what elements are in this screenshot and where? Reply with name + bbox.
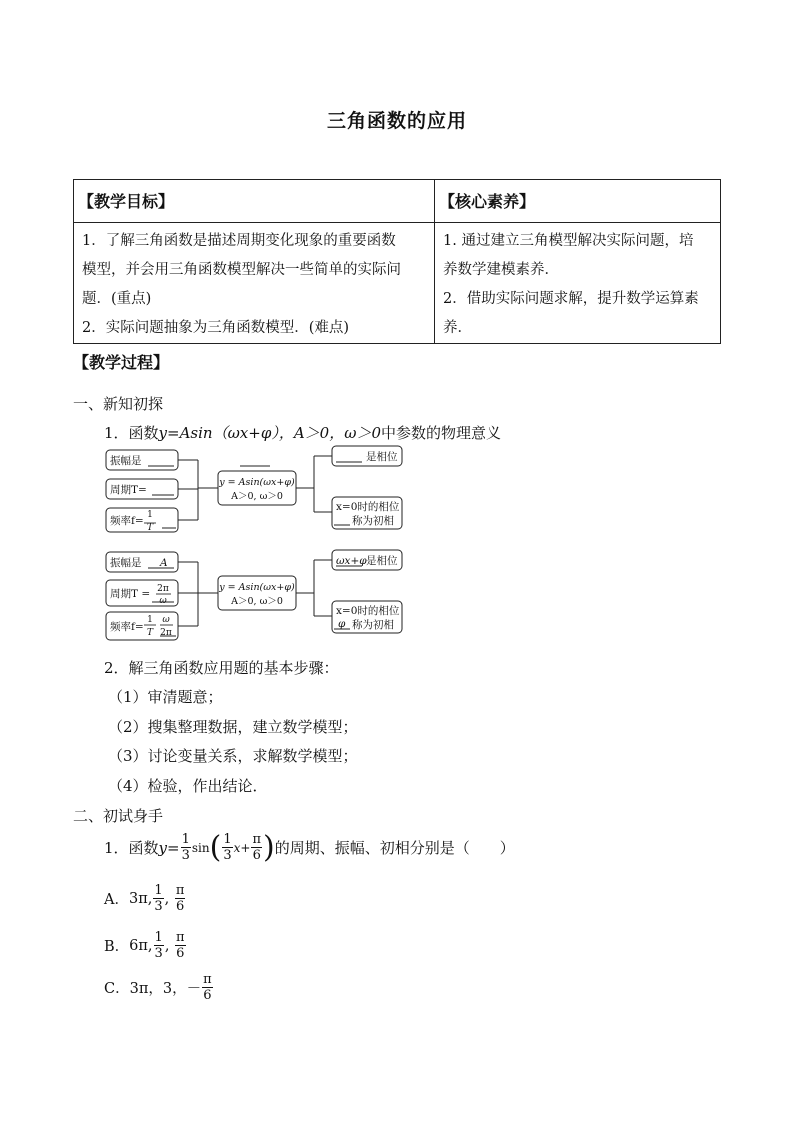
- svg-text:T: T: [146, 628, 154, 638]
- amplitude-answer: A: [160, 557, 168, 569]
- goal-line: 模型，并会用三角函数模型解决一些简单的实际问: [82, 262, 401, 278]
- teaching-goals-cell: [74, 223, 435, 344]
- question-1: 1．函数y=Asin（ωx+φ），A＞0，ω＞0中参数的物理意义: [104, 424, 502, 442]
- svg-text:x=0时的相位: x=0时的相位: [336, 605, 400, 617]
- step-2: （2）搜集整理数据，建立数学模型；: [108, 718, 358, 736]
- parameter-diagram-filled: [100, 546, 410, 642]
- core-literacy-cell: [435, 223, 721, 344]
- svg-text:1: 1: [147, 615, 153, 625]
- goal-line: 1．了解三角函数是描述周期变化现象的重要函数: [82, 233, 396, 249]
- function-label: y = Asin(ωx+φ): [219, 477, 295, 488]
- teaching-goals-header: 【教学目标】: [74, 180, 435, 223]
- exercise-1: 1．函数 y= $\frac{1}{3}$ sin ( $\frac{1}{3}$ x+ $\frac{\pi}{6}$ ) 的周期、振幅、初相分别是（ ）: [104, 829, 515, 865]
- freq-den: T: [146, 523, 154, 533]
- section-heading-try: 二、初试身手: [73, 807, 164, 825]
- literacy-line: 养．: [443, 320, 472, 336]
- initial-phase-line2: 称为初相: [352, 515, 394, 527]
- coefficient-fraction: $\frac{1}{3}$: [181, 832, 190, 863]
- freq-num: 1: [147, 510, 153, 520]
- period-den: ω: [159, 596, 167, 606]
- svg-text:振幅是: 振幅是: [110, 557, 142, 569]
- phi-answer: φ: [338, 618, 346, 630]
- condition-label: A＞0, ω＞0: [231, 491, 283, 502]
- core-literacy-header: 【核心素养】: [435, 180, 721, 223]
- literacy-line: 养数学建模素养．: [443, 262, 559, 278]
- option-c[interactable]: C． 3π，3， － $\frac{\pi}{6}$: [104, 972, 212, 1003]
- page-title: 三角函数的应用: [326, 110, 467, 132]
- literacy-line: 2．借助实际问题求解，提升数学运算素: [443, 291, 699, 307]
- parameter-diagram-blank: [100, 444, 410, 536]
- goal-line: 题．(重点): [82, 291, 152, 307]
- svg-text:称为初相: 称为初相: [352, 619, 394, 631]
- goals-table: [73, 179, 721, 344]
- phase-label: 是相位: [366, 451, 398, 463]
- svg-text:周期T =: 周期T =: [110, 588, 151, 600]
- phase-fraction: $\frac{\pi}{6}$: [252, 832, 261, 863]
- goal-line: 2．实际问题抽象为三角函数模型．(难点): [82, 320, 350, 336]
- step-1: （1）审清题意；: [108, 688, 223, 706]
- literacy-line: 1. 通过建立三角模型解决实际问题，培: [443, 233, 694, 249]
- option-a[interactable]: A． 3π, $\frac{1}{3}$ , $\frac{\pi}{6}$: [104, 883, 185, 914]
- svg-text:是相位: 是相位: [366, 555, 398, 567]
- process-heading: 【教学过程】: [73, 353, 170, 372]
- phase-answer: ωx+φ: [336, 555, 367, 567]
- initial-phase-line1: x=0时的相位: [336, 501, 400, 513]
- period-label: 周期T=: [110, 484, 147, 496]
- inner-fraction: $\frac{1}{3}$: [223, 832, 232, 863]
- svg-text:2π: 2π: [160, 628, 172, 638]
- period-num: 2π: [157, 584, 169, 594]
- svg-text:y = Asin(ωx+φ): y = Asin(ωx+φ): [219, 582, 295, 593]
- formula: y=Asin（ωx+φ），A＞0，ω＞0: [158, 424, 381, 442]
- option-b[interactable]: B． 6π, $\frac{1}{3}$ , $\frac{\pi}{6}$: [104, 930, 185, 961]
- svg-text:频率f=: 频率f=: [110, 621, 144, 633]
- step-4: （4）检验，作出结论．: [108, 777, 268, 795]
- svg-text:ω: ω: [162, 615, 170, 625]
- amplitude-label: 振幅是: [110, 455, 142, 467]
- frequency-label: 频率f=: [110, 515, 144, 527]
- section-heading-new-knowledge: 一、新知初探: [73, 395, 164, 413]
- step-3: （3）讨论变量关系，求解数学模型；: [108, 747, 358, 765]
- svg-text:A＞0, ω＞0: A＞0, ω＞0: [231, 596, 283, 607]
- question-2: 2．解三角函数应用题的基本步骤：: [104, 659, 339, 677]
